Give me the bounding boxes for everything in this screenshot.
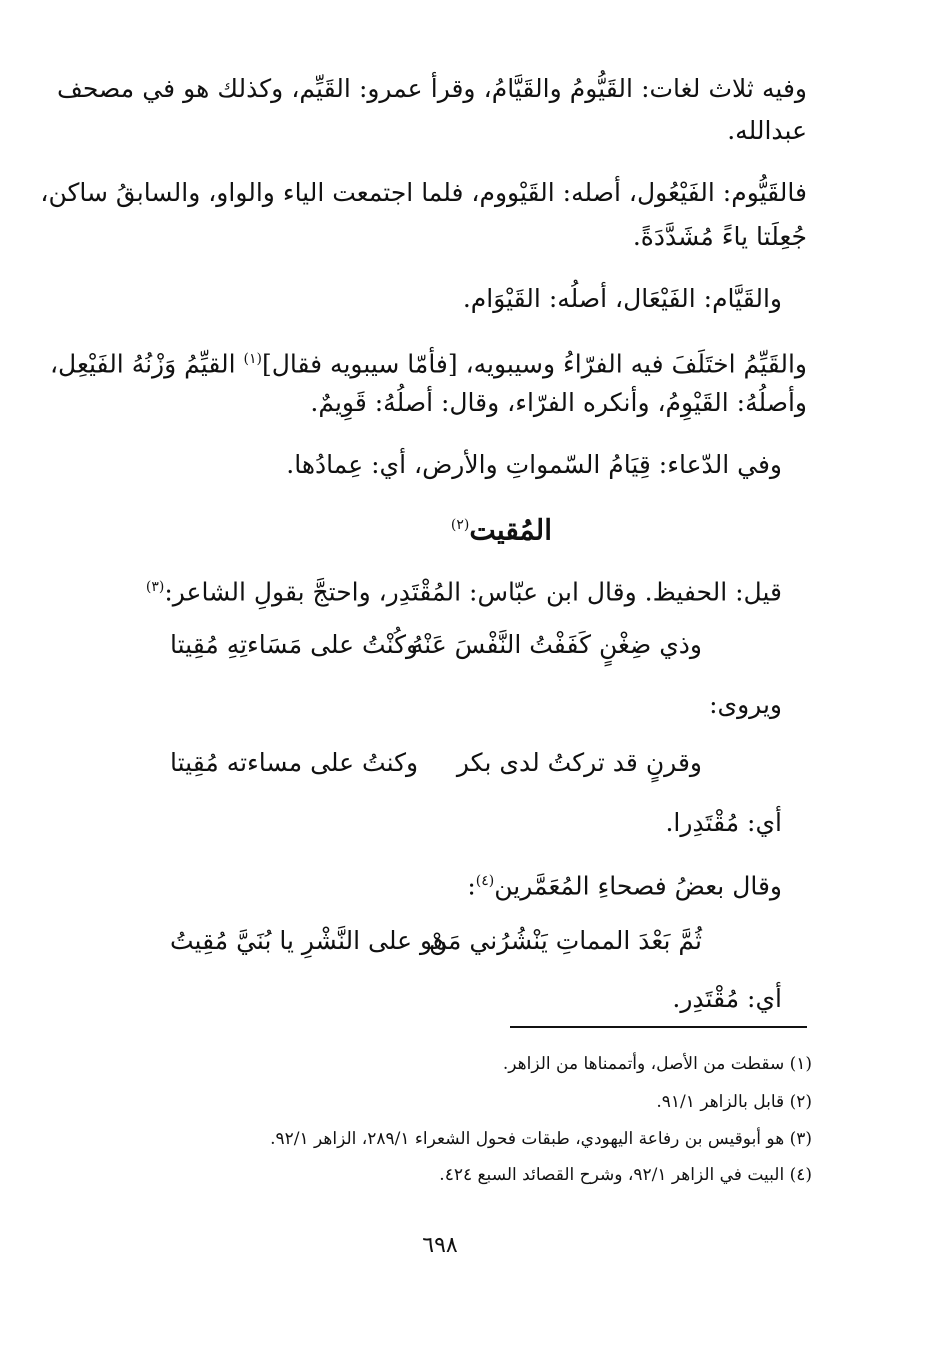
- footnote-separator: [510, 1026, 807, 1028]
- verse-2-second-hemistich: وكنتُ على مساءته مُقِيتا: [170, 748, 419, 777]
- body-line-2: عبدالله.: [727, 116, 807, 145]
- body-line-1: وفيه ثلاث لغات: القَيُّومُ والقَيَّامُ، وقرأ عمرو: القَيِّم، وكذلك هو في مصحف: [57, 74, 807, 103]
- section-line-4: [467, 864, 782, 903]
- section-line-1: [146, 570, 782, 609]
- footnote-ref-1: (١): [243, 351, 262, 367]
- verse-2-first-hemistich: وقرنٍ قد تركتُ لدى بكر: [456, 748, 702, 777]
- body-line-6-end: القيِّمُ وَزْنُهُ الفَيْعِل،: [49, 349, 244, 379]
- section-line-1-text: قيل: الحفيظ. وقال ابن عبّاس: المُقْتَدِر، واحتجَّ بقولِ الشاعر:: [164, 577, 782, 607]
- body-line-6: [49, 342, 807, 381]
- body-line-7: وأصلُهُ: القَيْوِمُ، وأنكره الفرّاء، وقال: أصلُهُ: قَوِيمٌ.: [310, 388, 807, 417]
- body-line-5: والقَيَّام: الفَيْعَال، أصلُه: القَيْوَام.: [462, 284, 782, 313]
- verse-1-second-hemistich: وكُنْتُ على مَسَاءتِهِ مُقِيتا: [170, 630, 419, 659]
- footnote-ref-3: (٣): [145, 579, 165, 595]
- footnote-ref-4: (٤): [475, 873, 495, 889]
- section-line-5: أي: مُقْتَدِر.: [672, 984, 782, 1013]
- body-line-4: جُعِلَتا ياءً مُشَدَّدَةً.: [632, 222, 807, 251]
- section-line-2: ويروى:: [709, 690, 782, 719]
- section-line-4-end: :: [467, 871, 476, 901]
- body-line-6-text: والقَيِّمُ اختَلَفَ فيه الفرّاءُ وسيبويه، [فأمّا سيبويه فقال]: [261, 349, 807, 379]
- footnote-2: (٢) قابل بالزاهر ٩١/١.: [656, 1092, 812, 1112]
- verse-3-first-hemistich: ثُمَّ بَعْدَ المماتِ يَنْشُرُني مَنْ: [429, 926, 702, 955]
- footnote-4: (٤) البيت في الزاهر ٩٢/١، وشرح القصائد السبع ٤٢٤.: [439, 1165, 812, 1185]
- body-line-3-text: فالقَيُّوم: الفَيْعُول، أصله: القَيْووم، فلما اجتمعت الياء والواو، والسابقُ ساكن،: [40, 178, 807, 207]
- section-line-3: أي: مُقْتَدِرا.: [665, 808, 782, 837]
- section-heading-text: المُقيت: [469, 513, 552, 547]
- body-line-3: [40, 176, 807, 210]
- section-heading: [451, 508, 552, 547]
- footnote-1: (١) سقطت من الأصل، وأتممناها من الزاهر.: [502, 1054, 812, 1074]
- body-line-8: وفي الدّعاء: قِيَامُ السّمواتِ والأرض، أي: عِمادُها.: [286, 450, 782, 479]
- section-line-4-text: وقال بعضُ فصحاءِ المُعَمَّرين: [494, 871, 782, 901]
- footnote-3: (٣) هو أبوقيس بن رفاعة اليهودي، طبقات فحول الشعراء ٢٨٩/١، الزاهر ٩٢/١.: [270, 1129, 812, 1149]
- verse-1-first-hemistich: وذي ضِغْنٍ كَفَفْتُ النَّفْسَ عَنْهُ: [410, 630, 702, 659]
- footnote-ref-2: (٢): [450, 517, 470, 533]
- verse-3-second-hemistich: هو على النَّشْرِ يا بُنَيَّ مُقِيتُ: [170, 926, 447, 955]
- page-number: ٦٩٨: [422, 1233, 458, 1258]
